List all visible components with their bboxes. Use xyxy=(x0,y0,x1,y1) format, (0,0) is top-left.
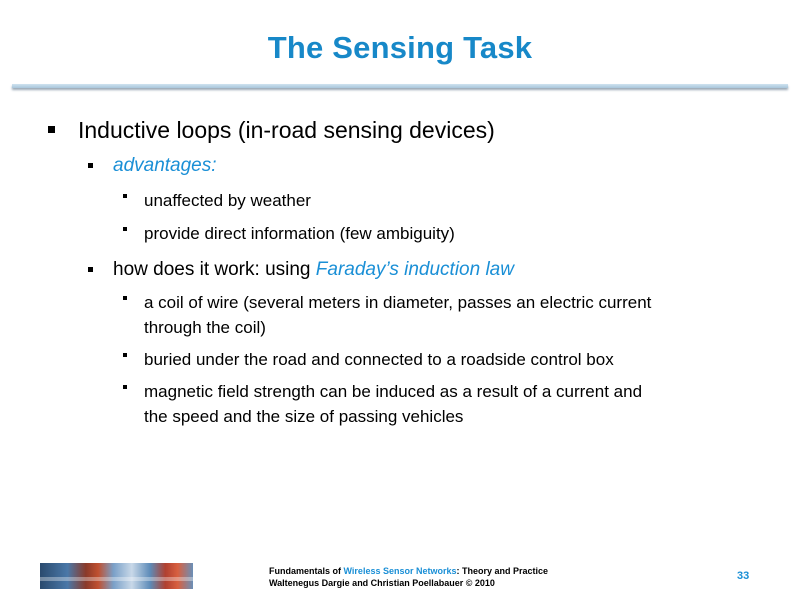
square-bullet-icon xyxy=(88,163,93,168)
faraday-law-highlight: Faraday’s induction law xyxy=(315,259,514,280)
book-title-line xyxy=(269,565,548,577)
bullet-text: Inductive loops (in-road sensing devices) xyxy=(78,117,495,143)
page-number: 33 xyxy=(737,570,750,582)
footer-banner-image xyxy=(40,563,193,589)
advantages-label: advantages: xyxy=(113,155,217,176)
title-divider xyxy=(12,84,788,88)
line-1: magnetic field strength can be induced as a result of a current and xyxy=(144,382,643,401)
square-bullet-icon xyxy=(88,267,93,272)
slide-title: The Sensing Task xyxy=(267,30,533,65)
square-bullet-icon xyxy=(123,385,127,389)
how-prefix: how does it work: using xyxy=(113,259,316,280)
bullet-text: unaffected by weather xyxy=(144,191,311,210)
banner-stripe xyxy=(40,577,193,581)
footer-citation xyxy=(269,565,548,589)
square-bullet-icon xyxy=(123,194,127,198)
book-prefix: Fundamentals of xyxy=(269,566,344,576)
line-1: a coil of wire (several meters in diameter, passes an electric current xyxy=(144,293,652,312)
square-bullet-icon xyxy=(123,227,127,231)
square-bullet-icon xyxy=(48,126,55,133)
bullet-text xyxy=(144,379,642,429)
authors-line: Waltenegus Dargie and Christian Poellabauer © 2010 xyxy=(269,578,495,588)
square-bullet-icon xyxy=(123,353,127,357)
bullet-text: buried under the road and connected to a roadside control box xyxy=(144,350,614,369)
line-2: the speed and the size of passing vehicles xyxy=(144,407,464,426)
book-highlight: Wireless Sensor Networks xyxy=(343,566,457,576)
bullet-text xyxy=(113,259,514,281)
line-2: through the coil) xyxy=(144,318,266,337)
bullet-text: provide direct information (few ambiguity) xyxy=(144,224,455,243)
bullet-text xyxy=(144,290,651,340)
square-bullet-icon xyxy=(123,296,127,300)
book-suffix: : Theory and Practice xyxy=(456,566,549,576)
